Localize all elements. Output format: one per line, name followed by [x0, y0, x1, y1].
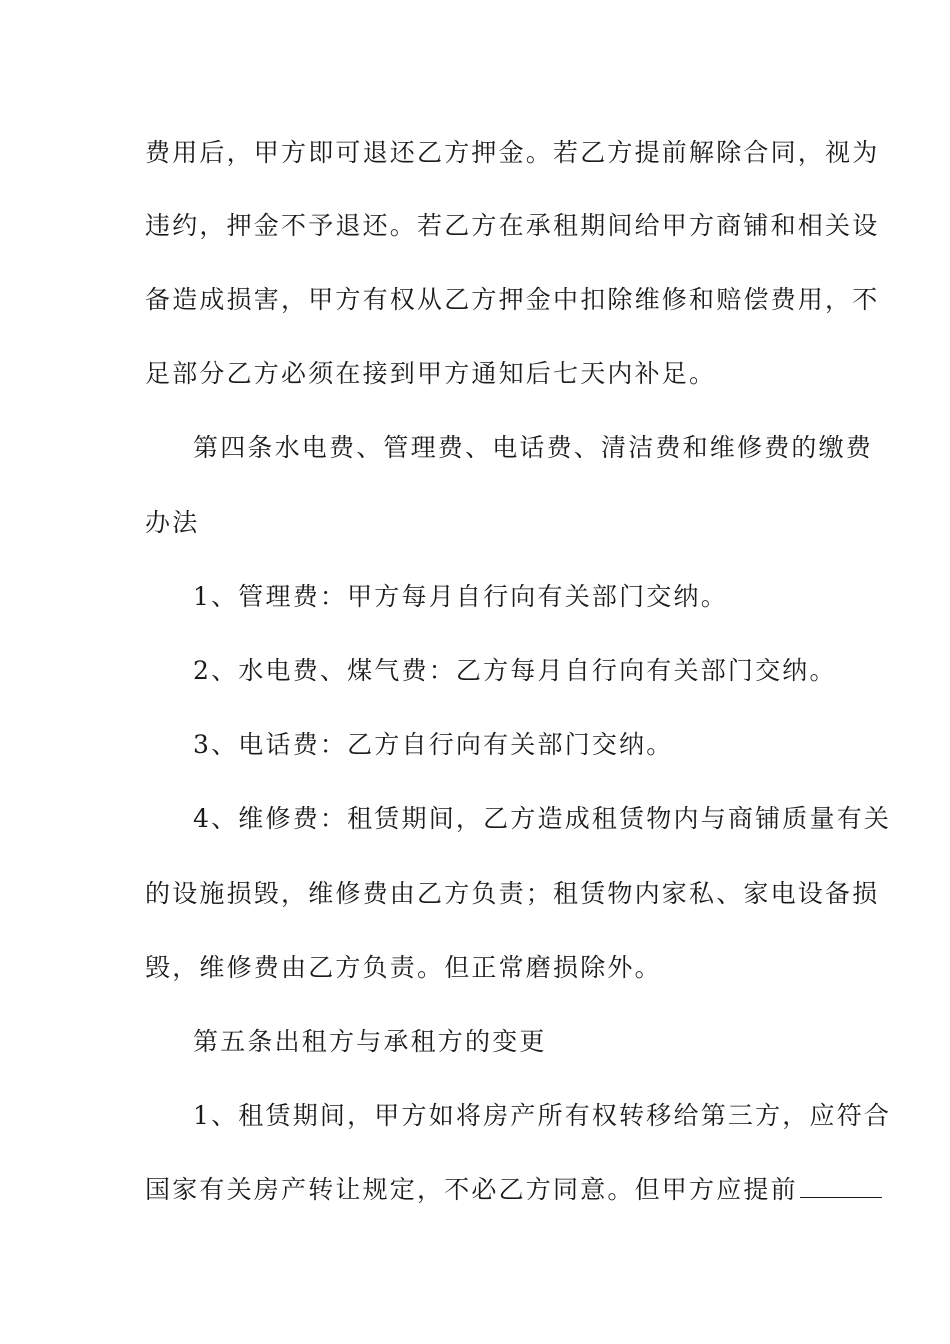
paragraph-line: 的设施损毁，维修费由乙方负责；租赁物内家私、家电设备损	[145, 879, 880, 908]
paragraph-line: 足部分乙方必须在接到甲方通知后七天内补足。	[145, 359, 717, 388]
paragraph-line: 费用后，甲方即可退还乙方押金。若乙方提前解除合同，视为	[145, 138, 880, 167]
list-item: 3、电话费：乙方自行向有关部门交纳。	[193, 730, 674, 759]
section-heading-article-4-cont: 办法	[145, 508, 200, 537]
paragraph-line: 毁，维修费由乙方负责。但正常磨损除外。	[145, 953, 662, 982]
section-heading-article-5: 第五条出租方与承租方的变更	[193, 1027, 547, 1056]
paragraph-text: 国家有关房产转让规定，不必乙方同意。但甲方应提前	[145, 1175, 798, 1204]
paragraph-line: 备造成损害，甲方有权从乙方押金中扣除维修和赔偿费用，不	[145, 285, 880, 314]
fill-in-blank	[800, 1177, 882, 1198]
list-item: 2、水电费、煤气费：乙方每月自行向有关部门交纳。	[193, 656, 837, 685]
paragraph-line-with-blank	[145, 1174, 807, 1206]
list-item: 4、维修费：租赁期间，乙方造成租赁物内与商铺质量有关	[193, 804, 892, 833]
list-item: 1、租赁期间，甲方如将房产所有权转移给第三方，应符合	[193, 1101, 892, 1130]
section-heading-article-4: 第四条水电费、管理费、电话费、清洁费和维修费的缴费	[193, 433, 874, 462]
list-item: 1、管理费：甲方每月自行向有关部门交纳。	[193, 582, 728, 611]
paragraph-line: 违约，押金不予退还。若乙方在承租期间给甲方商铺和相关设	[145, 211, 880, 240]
